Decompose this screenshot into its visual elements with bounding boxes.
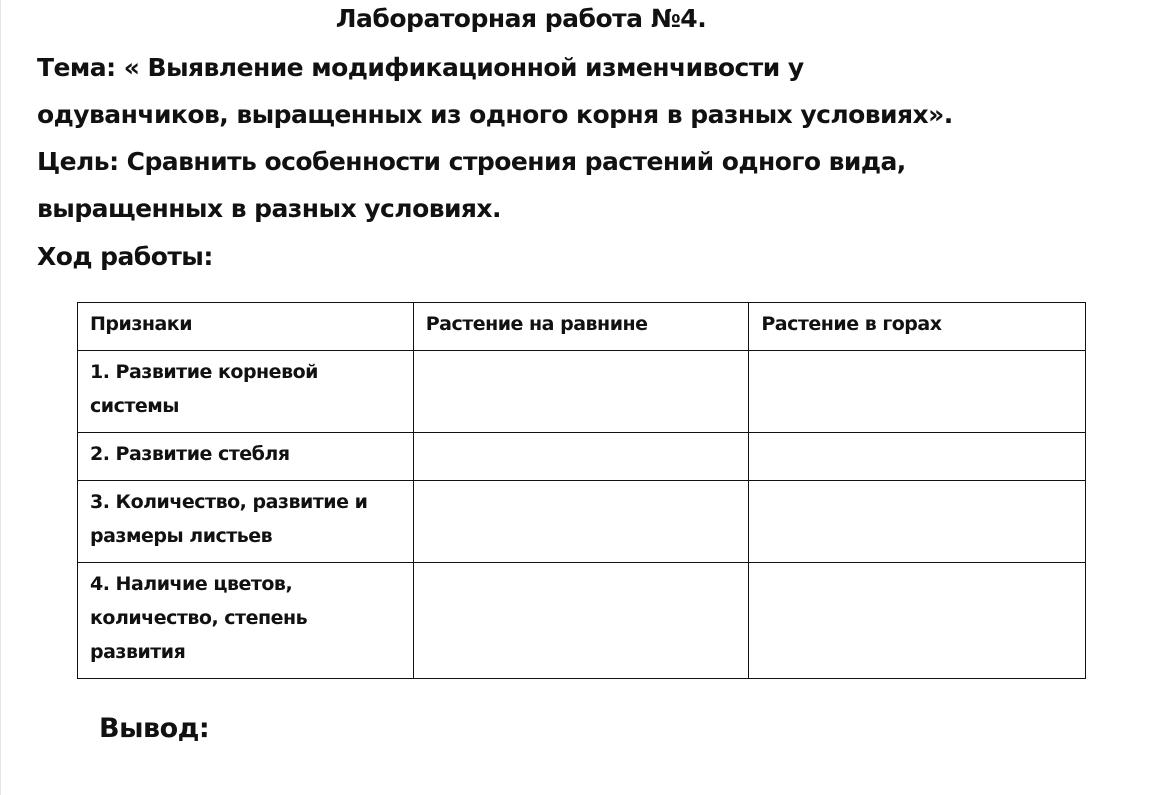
plain-plant-cell[interactable] (413, 563, 749, 679)
feature-cell: 4. Наличие цветов, количество, степень развития (78, 563, 414, 679)
table-row (78, 433, 1086, 481)
mountain-plant-cell[interactable] (749, 351, 1086, 433)
mountain-plant-cell[interactable] (749, 481, 1086, 563)
table-row (78, 563, 1086, 679)
page-title: Лабораторная работа №4. (335, 4, 707, 33)
plain-plant-cell[interactable] (413, 351, 749, 433)
topic-line-1: Тема: « Выявление модификационной изменчивости у (37, 53, 804, 82)
column-header-features: Признаки (78, 303, 414, 351)
table-header-row (78, 303, 1086, 351)
goal-line-1: Цель: Сравнить особенности строения растений одного вида, (37, 147, 906, 176)
procedure-heading: Ход работы: (37, 242, 213, 271)
column-header-plain-plant: Растение на равнине (413, 303, 749, 351)
conclusion-heading: Вывод: (99, 713, 210, 744)
plain-plant-cell[interactable] (413, 481, 749, 563)
feature-cell: 3. Количество, развитие и размеры листьев (78, 481, 414, 563)
goal-line-2: выращенных в разных условиях. (37, 194, 501, 223)
table-row (78, 481, 1086, 563)
table-row (78, 351, 1086, 433)
column-header-mountain-plant: Растение в горах (749, 303, 1086, 351)
observation-table (77, 302, 1086, 679)
topic-line-2: одуванчиков, выращенных из одного корня в разных условиях». (37, 100, 953, 129)
feature-cell: 2. Развитие стебля (78, 433, 414, 481)
mountain-plant-cell[interactable] (749, 433, 1086, 481)
plain-plant-cell[interactable] (413, 433, 749, 481)
mountain-plant-cell[interactable] (749, 563, 1086, 679)
feature-cell: 1. Развитие корневой системы (78, 351, 414, 433)
